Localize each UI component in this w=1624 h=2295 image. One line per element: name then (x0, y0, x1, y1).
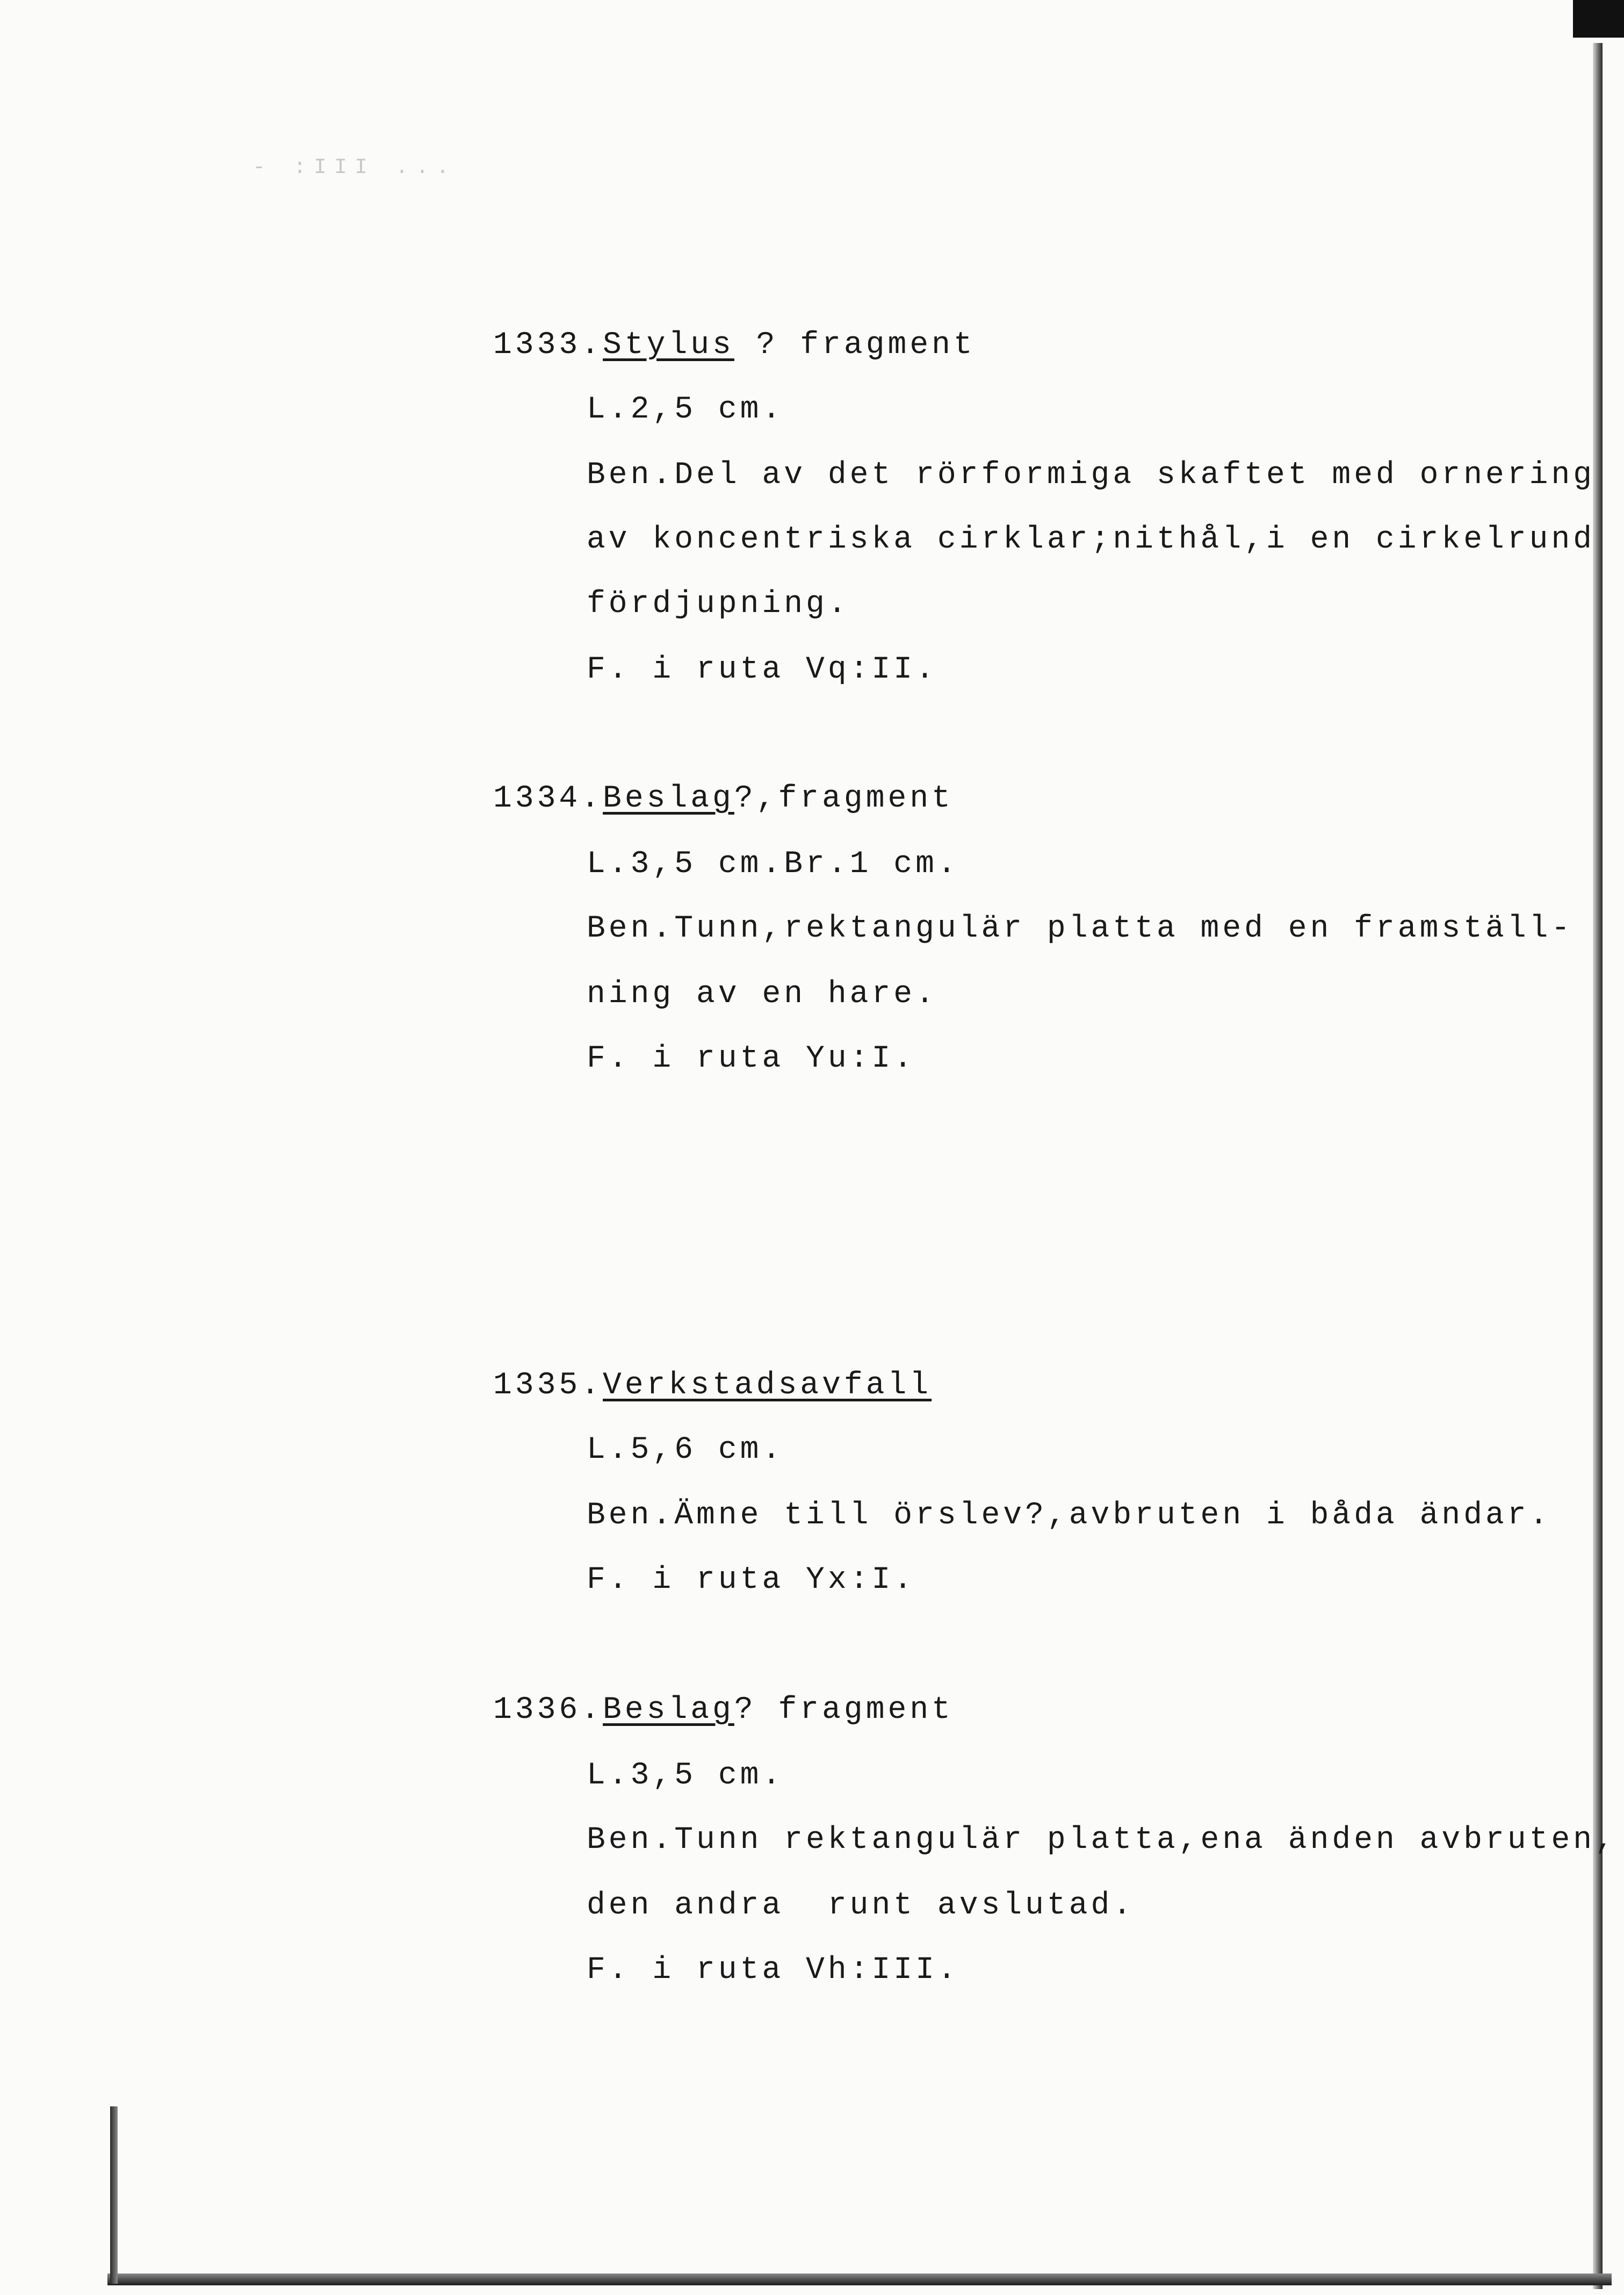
entry-number: 1336. (493, 1693, 603, 1728)
entry-heading (493, 1367, 932, 1405)
entry-heading-rest: ?,fragment (734, 781, 954, 816)
entry-line: L.2,5 cm. (587, 392, 784, 427)
entry-term: Stylus (603, 328, 734, 363)
entry-heading (493, 780, 954, 818)
entry-heading (493, 1692, 954, 1729)
entry-line: L.3,5 cm. (587, 1758, 784, 1793)
entry-line: Ben.Del av det rörformiga skaftet med ornering (587, 458, 1596, 493)
entry-heading-rest: ? fragment (734, 1693, 954, 1728)
page-right-edge (1593, 43, 1603, 2289)
entry-heading (493, 327, 976, 364)
entry-line: den andra runt avslutad. (587, 1888, 1135, 1923)
entry-line: Ben.Ämne till örslev?,avbruten i båda ändar. (587, 1498, 1551, 1533)
entry-line: F. i ruta Yu:I. (587, 1041, 916, 1076)
page-corner-mark (1573, 0, 1624, 38)
entry-number: 1334. (493, 781, 603, 816)
entry-number: 1335. (493, 1368, 603, 1403)
entry-line: av koncentriska cirklar;nithål,i en cirkelrund (587, 522, 1596, 557)
entry-heading-rest: ? fragment (734, 328, 976, 363)
entry-line: ning av en hare. (587, 977, 937, 1012)
faint-header: - :III ... (252, 156, 457, 180)
entry-term: Beslag (603, 1693, 734, 1728)
entry-term: Verkstadsavfall (603, 1368, 932, 1403)
entry-line: F. i ruta Yx:I. (587, 1563, 916, 1598)
entry-line: L.5,6 cm. (587, 1433, 784, 1467)
entry-line: Ben.Tunn,rektangulär platta med en framställ- (587, 911, 1574, 946)
entry-line: L.3,5 cm.Br.1 cm. (587, 847, 959, 882)
entry-number: 1333. (493, 328, 603, 363)
entry-line: Ben.Tunn rektangulär platta,ena änden avbruten, (587, 1823, 1617, 1858)
page-left-edge-mark (110, 2106, 118, 2284)
entry-line: F. i ruta Vh:III. (587, 1953, 959, 1988)
entry-line: fördjupning. (587, 587, 850, 622)
page-bottom-edge (107, 2274, 1612, 2285)
entry-line: F. i ruta Vq:II. (587, 652, 937, 687)
entry-term: Beslag (603, 781, 734, 816)
